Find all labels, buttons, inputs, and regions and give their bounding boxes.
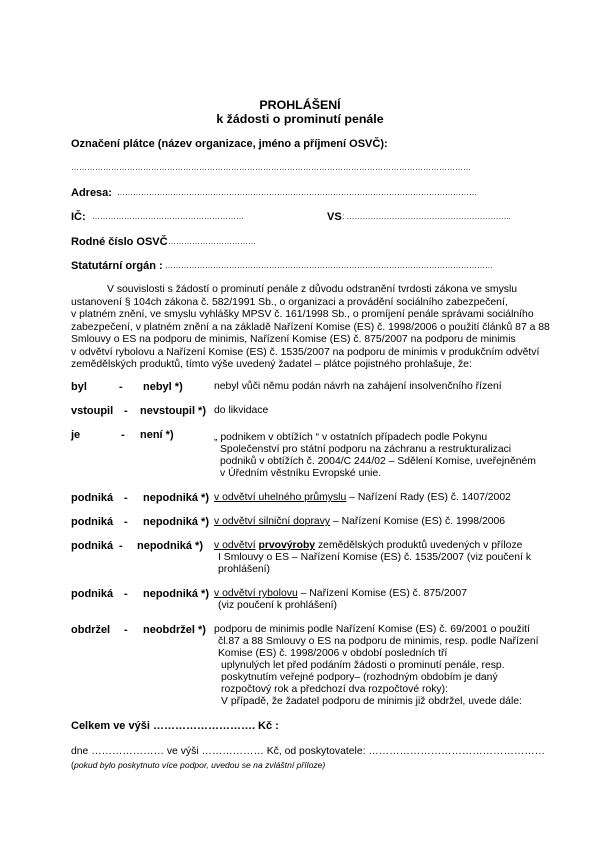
dash: - — [124, 492, 128, 504]
sector-name: v odvětví uhelného průmyslu — [214, 492, 347, 503]
option-a[interactable]: byl — [71, 381, 87, 393]
option-b[interactable]: neobdržel *) — [143, 624, 206, 636]
payer-field[interactable]: …………………………………………………………………………………………………………………………………… — [71, 163, 471, 172]
document-subtitle: k žádosti o prominutí penále — [216, 112, 384, 126]
dash: - — [124, 405, 128, 417]
note-text: pokud bylo poskytnuto více podpor, uvedou se na zvláštní příloze) — [74, 760, 326, 770]
address-label: Adresa: — [71, 187, 112, 199]
sector-name: v odvětví silniční dopravy — [214, 516, 331, 527]
option-a[interactable]: je — [71, 429, 81, 441]
item-text — [214, 492, 511, 504]
option-a[interactable]: vstoupil — [71, 405, 114, 417]
item-text: poskytnutím veřejné podpory– (rozhodným obdobím je daný — [221, 672, 498, 683]
ic-field[interactable]: ………………………………………………… — [92, 212, 244, 221]
item-text: I Smlouvy o ES – Nařízení Komise (ES) č. 1535/2007 (viz poučení k — [218, 552, 532, 563]
item-text: (viz poučení k prohlášení) — [218, 600, 337, 611]
intro-line: v platném znění, ve smyslu vyhlášky MPSV č. 161/1998 Sb., o promíjení penále správami sociálního — [71, 309, 534, 320]
item-text: nebyl vůči němu podán návrh na zahájení insolvenčního řízení — [214, 381, 502, 392]
item-text: podniků v obtížích č. 2004/C 244/02 – Sdělení Komise, uveřejněném — [220, 456, 536, 467]
option-a[interactable]: podniká — [71, 588, 114, 600]
dash: - — [124, 588, 128, 600]
intro-line: zabezpečení, v platném znění a na základě Nařízení Komise (ES) č. 1998/2006 o použití článků 87 a 88 — [71, 322, 550, 333]
item-text: V případě, že žadatel podporu de minimis již obdržel, uvede dále: — [221, 696, 522, 707]
item-text: v Úředním věstníku Evropské unie. — [220, 468, 382, 479]
item-text — [214, 540, 522, 552]
regulation-ref: – Nařízení Komise (ES) č. 875/2007 — [297, 588, 467, 599]
dash: - — [121, 429, 125, 441]
sector-name-bold: prvovýroby — [258, 540, 316, 551]
total-line[interactable]: Celkem ve výši ………………………. Kč : — [71, 720, 279, 732]
item-text: podporu de minimis podle Nařízení Komise (ES) č. 69/2001 o použití — [214, 624, 530, 635]
rc-field[interactable]: …………………………… — [168, 237, 256, 246]
option-a[interactable]: podniká — [71, 492, 114, 504]
option-b[interactable]: nebyl *) — [143, 381, 183, 393]
intro-line: zemědělských produktů, tímto výše uvedený žadatel – plátce pojistného prohlašuje, že: — [71, 359, 472, 370]
vs-field[interactable]: : …………………………………………………….. — [342, 212, 511, 221]
regulation-ref: – Nařízení Komise (ES) č. 1998/2006 — [330, 516, 506, 527]
item-text: „ podnikem v obtížích “ v ostatních případech podle Pokynu — [214, 432, 488, 443]
item-text: Společenství pro státní podporu na záchranu a restrukturalizaci — [220, 444, 512, 455]
note-paren: ( — [71, 760, 74, 770]
option-b[interactable]: nepodniká *) — [143, 588, 210, 600]
item-text: rozpočtový rok a předchozí dva rozpočtové roky): — [221, 684, 448, 695]
item-text: uplynulých let před podáním žádosti o prominutí penále, resp. — [221, 660, 505, 671]
dash: - — [124, 516, 128, 528]
intro-line: v odvětví rybolovu a Nařízení Komise (ES) č. 1535/2007 na podporu de minimis v produkčním odvětví — [71, 347, 540, 358]
payer-label: Označení plátce (název organizace, jméno a příjmení OSVČ): — [71, 138, 388, 150]
dash: - — [124, 624, 128, 636]
dash: - — [119, 540, 123, 552]
option-a[interactable]: podniká — [71, 540, 114, 552]
item-text: Komise (ES) č. 1998/2006 v období posledních tří — [218, 648, 448, 659]
option-a[interactable]: obdržel — [71, 624, 111, 636]
option-b[interactable]: nepodniká *) — [137, 540, 204, 552]
regulation-ref: – Nařízení Rady (ES) č. 1407/2002 — [346, 492, 511, 503]
item-text: do likvidace — [214, 405, 269, 416]
item-text: čl.87 a 88 Smlouvy o ES na podporu de minimis, resp. podle Nařízení — [218, 636, 539, 647]
statutory-field[interactable]: …………………………………………………………………………………………………………… — [165, 261, 493, 270]
address-field[interactable]: ……………………………………………………………………………………………………………………… — [117, 188, 477, 197]
sector-name: v odvětví rybolovu — [214, 588, 298, 599]
sector-name: v odvětví — [214, 540, 256, 551]
option-a[interactable]: podniká — [71, 516, 114, 528]
ic-label: IČ: — [71, 211, 86, 223]
item-text: prohlášení) — [218, 564, 270, 575]
intro-line: ustanovení § 104ch zákona č. 582/1991 Sb., o organizaci a provádění sociálního zabezpečení, — [71, 297, 508, 308]
rc-label: Rodné číslo OSVČ — [71, 236, 168, 248]
footer-note — [71, 759, 325, 772]
dash: - — [119, 381, 123, 393]
item-text — [214, 588, 467, 600]
option-b[interactable]: nepodniká *) — [143, 492, 210, 504]
option-b[interactable]: není *) — [140, 429, 174, 441]
provider-line[interactable]: dne ………………… ve výši ……………… Kč, od poskytovatele: …………………………………………… — [71, 746, 546, 757]
option-b[interactable]: nevstoupil *) — [140, 405, 207, 417]
regulation-ref: zemědělských produktů uvedených v příloze — [315, 540, 523, 551]
intro-line: V souvislosti s žádostí o prominutí penále z důvodu odstranění tvrdosti zákona ve smyslu — [107, 284, 518, 295]
option-b[interactable]: nepodniká *) — [143, 516, 210, 528]
item-text — [214, 516, 505, 528]
intro-line: Smlouvy o ES na podporu de minimis, Nařízení Komise (ES) č. 875/2007 na podporu de minimis — [71, 334, 516, 345]
vs-label: VS — [327, 211, 342, 223]
document-title: PROHLÁŠENÍ — [259, 98, 341, 112]
statutory-label: Statutární orgán : — [71, 260, 163, 272]
